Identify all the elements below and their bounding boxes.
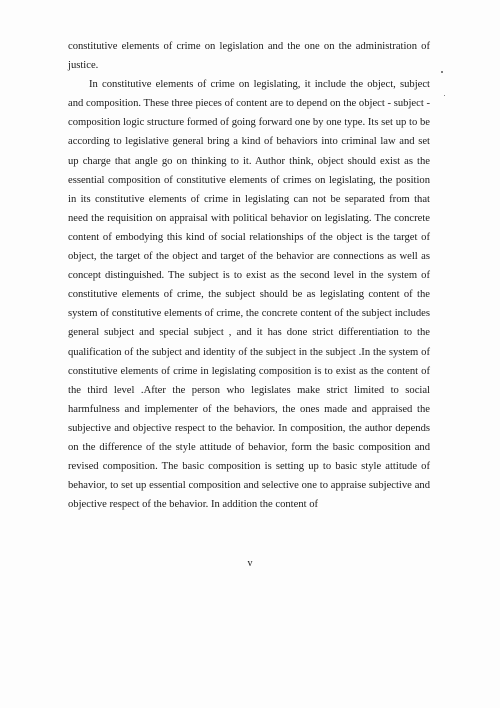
body-text bbox=[68, 37, 430, 514]
page-number: v bbox=[247, 558, 253, 569]
paragraph-main: In constitutive elements of crime on legislating, it include the object, subject and composition. These three pieces of content are to depend on the object - subject - composition logic structure formed of going forward one by one type. Its set up to be according to legislative general bring a kind of behaviors into criminal law and set up charge that angle go on thinking to it. Author think, object should exist as the essential composition of constitutive elements of crimes on legislating, the position in its constitutive elements of crime in legislating can not be separated from that need the requisition on appraisal with political behavior on legislating. The concrete content of embodying this kind of social relationships of the object is the target of object, the target of the object and target of the behavior are connections as well as concept distinguished. The subject is to exist as the second level in the system of constitutive elements of crime, the subject should be as legislating content of the system of constitutive elements of crime, the concrete content of the subject includes general subject and special subject , and it has done strict differentiation to the qualification of the subject and identity of the subject in the subject .In the system of constitutive elements of crime in legislating composition is to exist as the content of the third level .After the person who legislates make strict limited to social harmfulness and implementer of the behaviors, the ones made and appraised the subjective and objective respect to the behavior. In composition, the author depends on the difference of the style attitude of behavior, form the basic composition and revised composition. The basic composition is setting up to basic style attitude of behavior, to set up essential composition and selective one to appraise subjective and objective respect of the behavior. In addition the content of bbox=[68, 79, 430, 511]
scan-speck bbox=[441, 71, 443, 73]
paragraph-continuation: constitutive elements of crime on legislation and the one on the administration of justice. bbox=[68, 41, 430, 72]
scan-speck bbox=[444, 95, 445, 96]
